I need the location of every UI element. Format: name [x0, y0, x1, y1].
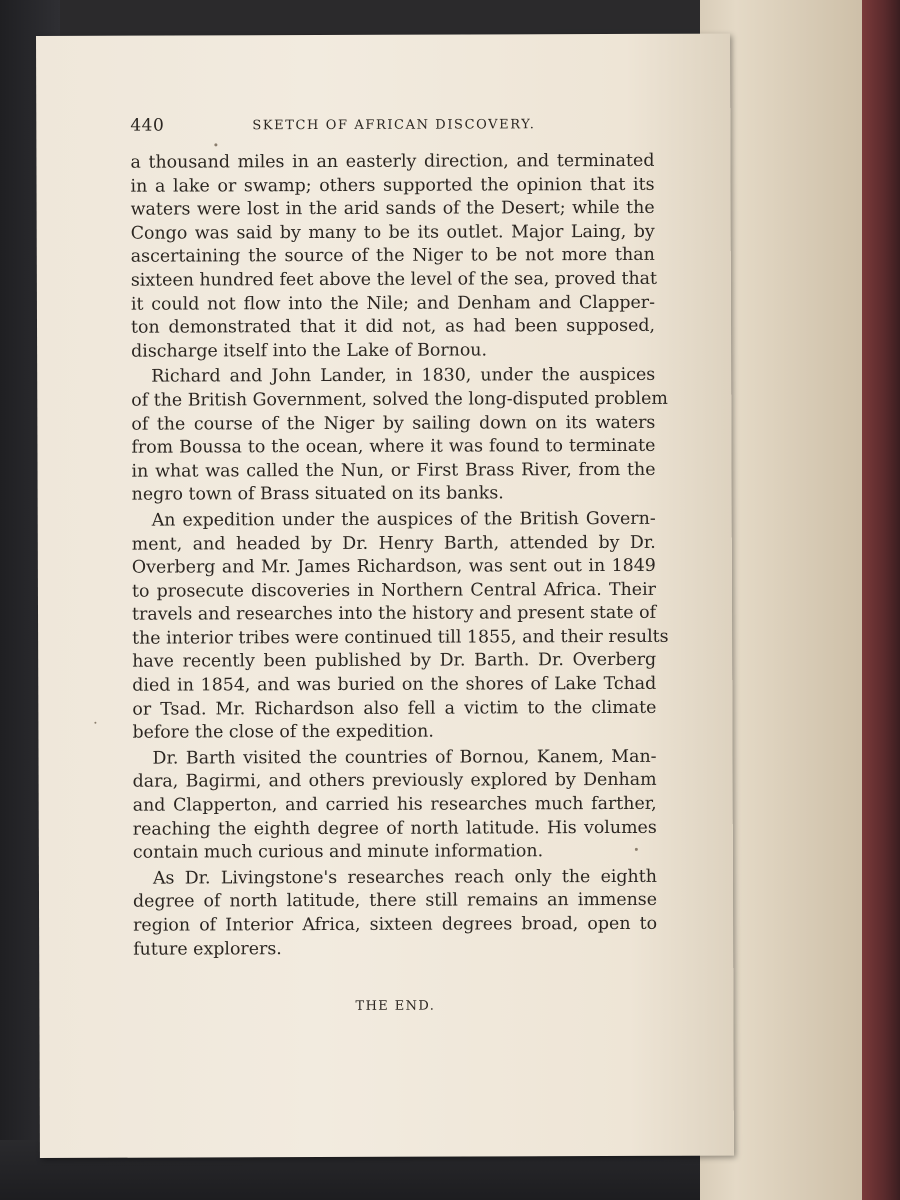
paragraph-3	[131, 508, 669, 746]
text-line: before the close of the expedition.	[132, 721, 434, 743]
text-line: from Boussa to the ocean, where it was found to terminate	[131, 435, 656, 458]
text-line: sixteen hundred feet above the level of the sea, proved that	[130, 268, 658, 291]
book-page	[36, 34, 734, 1158]
paragraph-4	[132, 746, 656, 866]
paragraph-5	[133, 866, 657, 962]
text-line: died in 1854, and was buried on the shores of Lake Tchad	[132, 673, 657, 696]
paper-speck	[635, 848, 638, 851]
text-line: As Dr. Livingstone's researches reach only the eighth	[152, 866, 657, 889]
paper-speck	[214, 143, 217, 146]
text-line: ton demonstrated that it did not, as had been supposed,	[130, 315, 656, 338]
text-line: future explorers.	[133, 938, 282, 960]
text-line: have recently been published by Dr. Barth. Dr. Overberg	[132, 650, 657, 673]
text-line: reaching the eighth degree of north latitude. His volumes	[132, 817, 657, 840]
text-line: degree of north latitude, there still remains an immense	[132, 890, 658, 913]
text-line: waters were lost in the arid sands of the Desert; while the	[130, 198, 655, 220]
book-cover-edge	[862, 0, 900, 1200]
text-line: An expedition under the auspices of the British Govern-	[151, 508, 656, 531]
text-line: and Clapperton, and carried his researches much farther,	[132, 793, 657, 816]
text-line: dara, Bagirmi, and others previously explored by Denham	[132, 770, 657, 793]
text-line: in what was called the Nun, or First Brass River, from the	[131, 459, 656, 482]
text-line: ascertaining the source of the Niger to be not more than	[130, 245, 655, 268]
text-line: ment, and headed by Dr. Henry Barth, attended by Dr.	[131, 532, 656, 555]
text-line: or Tsad. Mr. Richardson also fell a victim to the climate	[132, 697, 657, 720]
page-number: 440	[130, 115, 165, 136]
text-line: in a lake or swamp; others supported the opinion that its	[130, 174, 655, 197]
text-line: it could not flow into the Nile; and Denham and Clapper-	[130, 292, 655, 315]
text-line: travels and researches into the history and present state of	[131, 603, 657, 625]
paper-speck	[94, 722, 96, 724]
text-line: region of Interior Africa, sixteen degrees broad, open to	[133, 913, 658, 936]
text-line: a thousand miles in an easterly direction, and terminated	[130, 150, 655, 173]
body-text	[130, 150, 669, 964]
text-line: the interior tribes were continued till 1855, and their results	[132, 626, 669, 649]
text-line: contain much curious and minute information.	[132, 841, 544, 863]
text-line: Overberg and Mr. James Richardson, was sent out in 1849	[131, 555, 656, 578]
text-line: discharge itself into the Lake of Bornou.	[131, 340, 488, 362]
text-line: Richard and John Lander, in 1830, under the auspices	[151, 365, 656, 387]
text-line: to prosecute discoveries in Northern Central Africa. Their	[131, 579, 656, 602]
text-line: Congo was said by many to be its outlet. Major Laing, by	[130, 221, 655, 244]
the-end-label: THE END.	[355, 998, 436, 1014]
running-head	[130, 114, 610, 140]
running-title: SKETCH OF AFRICAN DISCOVERY.	[252, 117, 536, 134]
paragraph-1	[130, 150, 658, 364]
text-line: Dr. Barth visited the countries of Bornou, Kanem, Man-	[152, 746, 657, 769]
text-line: of the course of the Niger by sailing down on its waters	[131, 412, 656, 435]
text-line: negro town of Brass situated on its banks.	[131, 483, 504, 505]
paragraph-2	[131, 364, 668, 507]
text-line: of the British Government, solved the long-disputed problem	[131, 388, 668, 411]
